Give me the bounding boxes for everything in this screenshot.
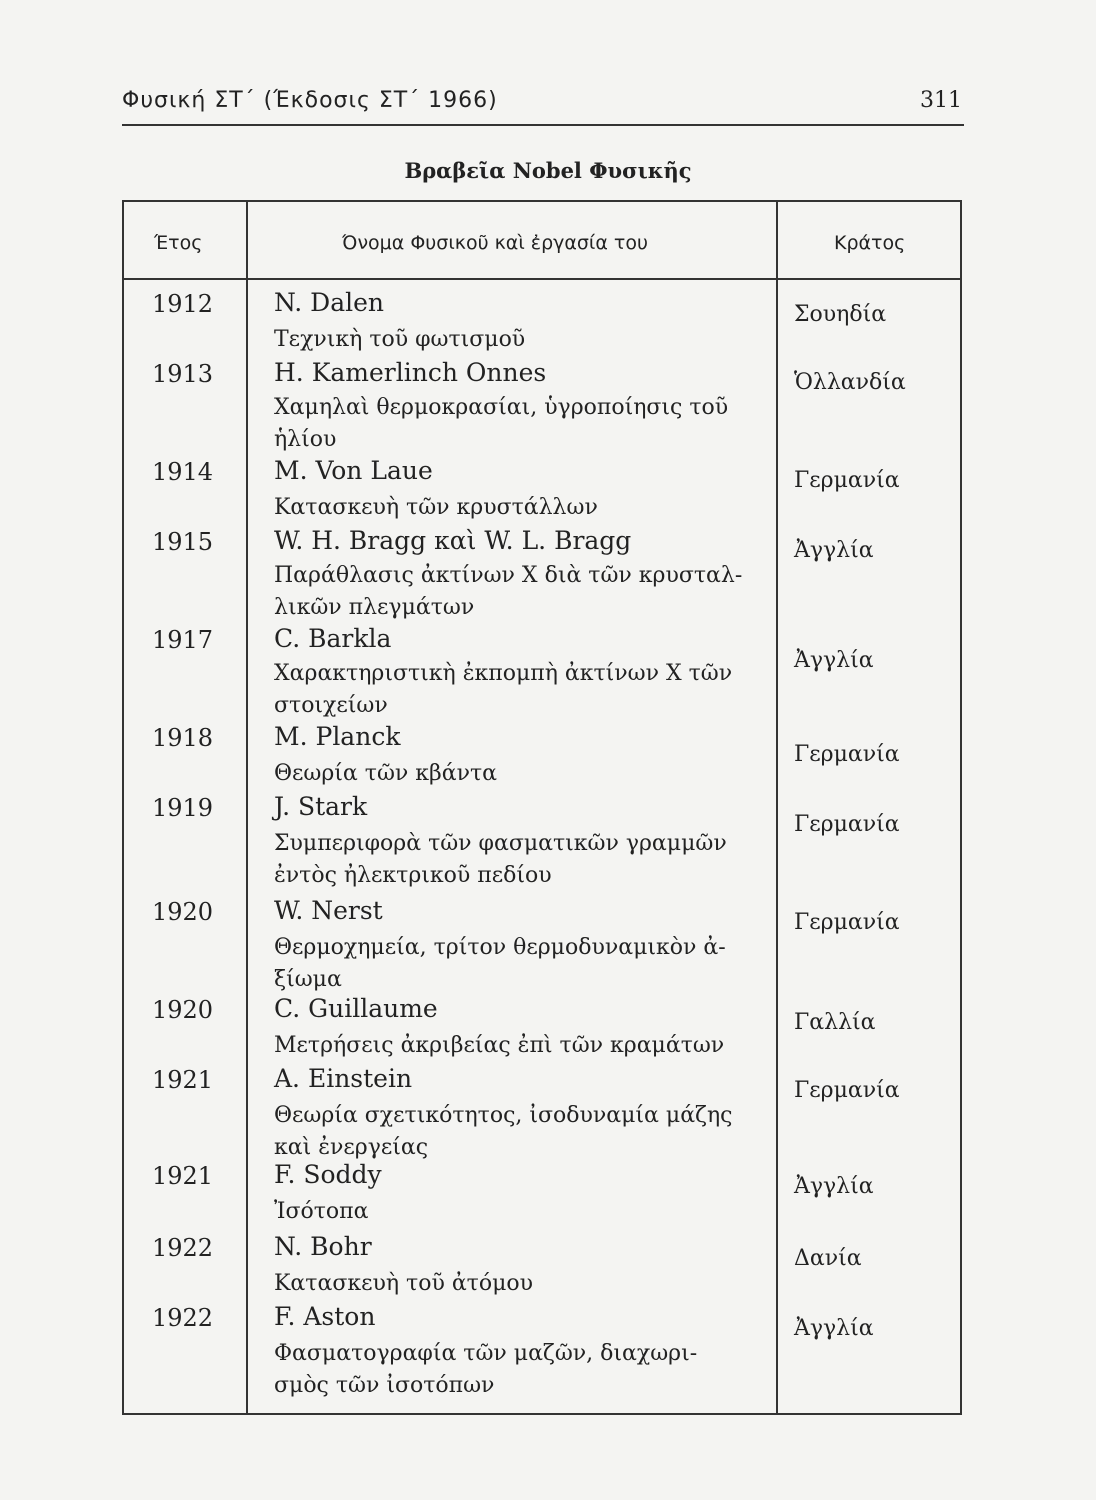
row-work bbox=[274, 1100, 754, 1164]
row-year: 1920 bbox=[152, 996, 214, 1024]
header-divider bbox=[124, 278, 960, 280]
row-work-line: Παράθλασις ἀκτίνων X διὰ τῶν κρυσταλ- bbox=[274, 563, 743, 588]
row-name: J. Stark bbox=[274, 792, 368, 821]
row-work-line: Κατασκευὴ τῶν κρυστάλλων bbox=[274, 495, 598, 520]
row-work bbox=[274, 758, 754, 790]
row-country: Ὁλλανδία bbox=[794, 370, 906, 395]
nobel-table bbox=[122, 200, 962, 1415]
row-work bbox=[274, 828, 754, 892]
row-name: W. Nerst bbox=[274, 896, 383, 925]
row-work-line: ἡλίου bbox=[274, 427, 337, 452]
row-year: 1914 bbox=[152, 458, 214, 486]
row-name: C. Guillaume bbox=[274, 994, 438, 1023]
row-year: 1918 bbox=[152, 724, 214, 752]
row-name: F. Soddy bbox=[274, 1160, 382, 1189]
running-title: Φυσική ΣΤ΄ (Έκδοσις ΣΤ΄ 1966) bbox=[122, 88, 498, 113]
row-work bbox=[274, 392, 754, 456]
row-name: M. Von Laue bbox=[274, 456, 433, 485]
row-work-line: ξίωμα bbox=[274, 967, 342, 992]
row-work-line: ἐντὸς ἠλεκτρικοῦ πεδίου bbox=[274, 863, 552, 888]
row-country: Ἀγγλία bbox=[794, 1174, 874, 1199]
row-work bbox=[274, 932, 754, 996]
row-work bbox=[274, 324, 754, 356]
row-country: Ἀγγλία bbox=[794, 538, 874, 563]
row-name: F. Aston bbox=[274, 1302, 376, 1331]
row-name: C. Barkla bbox=[274, 624, 392, 653]
row-work-line: Συμπεριφορὰ τῶν φασματικῶν γραμμῶν bbox=[274, 831, 727, 856]
row-work-line: καὶ ἐνεργείας bbox=[274, 1135, 429, 1160]
row-country: Γερμανία bbox=[794, 468, 900, 493]
row-name: H. Kamerlinch Onnes bbox=[274, 358, 547, 387]
row-work bbox=[274, 1196, 754, 1228]
row-work-line: στοιχείων bbox=[274, 693, 388, 718]
row-year: 1915 bbox=[152, 528, 214, 556]
page-number: 311 bbox=[920, 88, 962, 113]
row-work-line: σμὸς τῶν ἰσοτόπων bbox=[274, 1373, 495, 1398]
row-country: Γερμανία bbox=[794, 910, 900, 935]
row-work bbox=[274, 658, 754, 722]
column-header-name-work: Όνομα Φυσικοῦ καὶ ἐργασία του bbox=[342, 232, 648, 254]
column-divider-country bbox=[776, 202, 778, 1413]
row-country: Γερμανία bbox=[794, 812, 900, 837]
row-country: Γερμανία bbox=[794, 1078, 900, 1103]
row-work bbox=[274, 492, 754, 524]
row-work-line: Χαμηλαὶ θερμοκρασίαι, ὑγροποίησις τοῦ bbox=[274, 395, 729, 420]
row-work-line: Μετρήσεις ἀκριβείας ἐπὶ τῶν κραμάτων bbox=[274, 1033, 725, 1058]
column-divider-year bbox=[246, 202, 248, 1413]
column-header-country: Κράτος bbox=[834, 232, 906, 254]
row-name: W. H. Bragg καὶ W. L. Bragg bbox=[274, 526, 632, 555]
page-title: Βραβεῖα Nobel Φυσικῆς bbox=[404, 158, 692, 183]
row-country: Σουηδία bbox=[794, 302, 887, 327]
row-country: Δανία bbox=[794, 1246, 862, 1271]
row-year: 1921 bbox=[152, 1162, 214, 1190]
row-work-line: Φασματογραφία τῶν μαζῶν, διαχωρι- bbox=[274, 1341, 698, 1366]
row-country: Γερμανία bbox=[794, 742, 900, 767]
row-name: A. Einstein bbox=[274, 1064, 413, 1093]
row-work-line: λικῶν πλεγμάτων bbox=[274, 595, 475, 620]
row-name: M. Planck bbox=[274, 722, 401, 751]
row-work-line: Χαρακτηριστικὴ ἐκπομπὴ ἀκτίνων X τῶν bbox=[274, 661, 733, 686]
row-work-line: Κατασκευὴ τοῦ ἀτόμου bbox=[274, 1271, 534, 1296]
row-year: 1917 bbox=[152, 626, 214, 654]
row-name: N. Bohr bbox=[274, 1232, 372, 1261]
row-year: 1920 bbox=[152, 898, 214, 926]
row-country: Ἀγγλία bbox=[794, 648, 874, 673]
row-work bbox=[274, 1338, 754, 1402]
row-work-line: Θεωρία σχετικότητος, ἰσοδυναμία μάζης bbox=[274, 1103, 733, 1128]
row-work bbox=[274, 1030, 754, 1062]
running-header bbox=[122, 84, 964, 126]
row-year: 1913 bbox=[152, 360, 214, 388]
row-country: Γαλλία bbox=[794, 1010, 876, 1035]
row-work-line: Ἰσότοπα bbox=[274, 1199, 369, 1224]
row-name: N. Dalen bbox=[274, 288, 385, 317]
row-work bbox=[274, 1268, 754, 1300]
row-year: 1919 bbox=[152, 794, 214, 822]
row-work-line: Θερμοχημεία, τρίτον θερμοδυναμικὸν ἀ- bbox=[274, 935, 726, 960]
row-year: 1922 bbox=[152, 1304, 214, 1332]
row-country: Ἀγγλία bbox=[794, 1316, 874, 1341]
column-header-year: Έτος bbox=[154, 232, 203, 254]
row-year: 1912 bbox=[152, 290, 214, 318]
row-work-line: Τεχνικὴ τοῦ φωτισμοῦ bbox=[274, 327, 526, 352]
row-work bbox=[274, 560, 754, 624]
row-year: 1921 bbox=[152, 1066, 214, 1094]
row-year: 1922 bbox=[152, 1234, 214, 1262]
row-work-line: Θεωρία τῶν κβάντα bbox=[274, 761, 497, 786]
